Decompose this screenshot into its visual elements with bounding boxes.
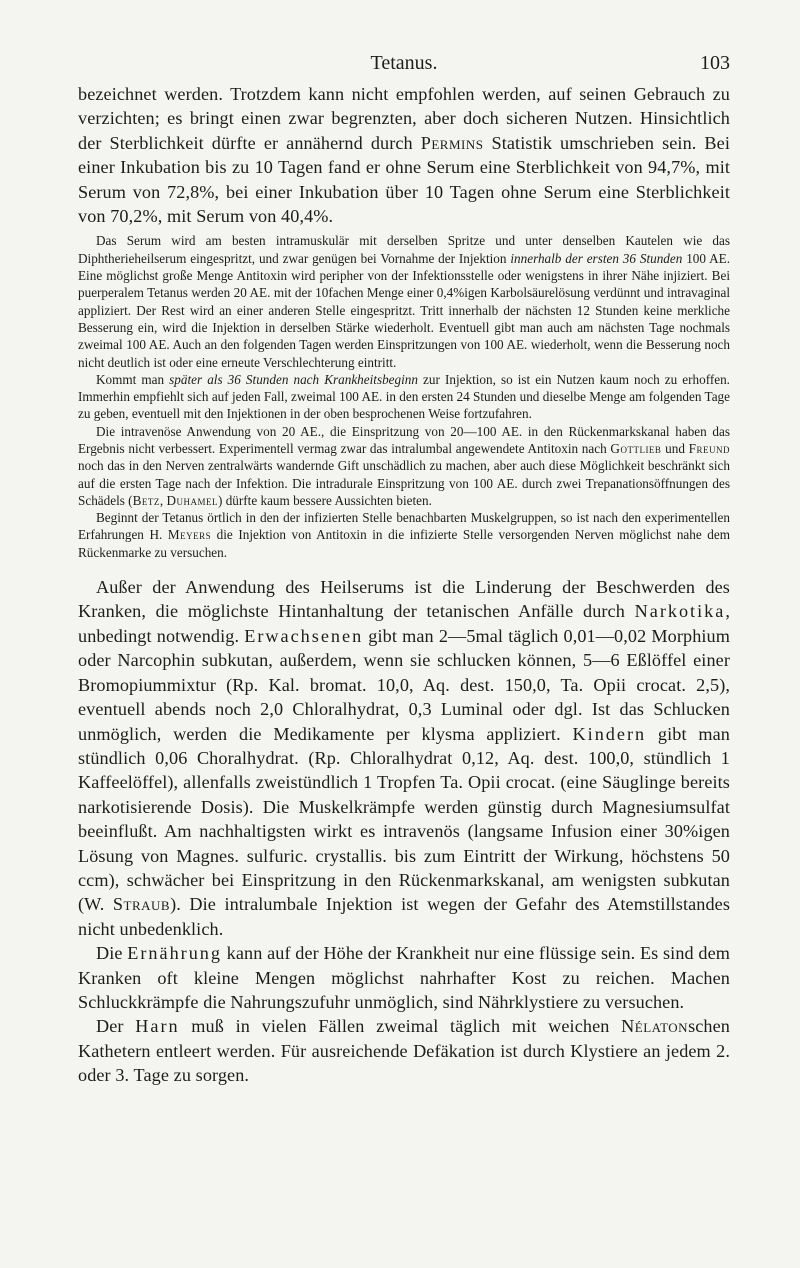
spaced-term: Ernährung <box>127 943 222 964</box>
author-name: Permins <box>420 132 484 153</box>
emphasis: später als 36 Stunden nach Krankheitsbeginn <box>169 371 418 387</box>
main-text-section <box>78 575 730 1088</box>
paragraph-urine: Der Harn muß in vielen Fällen zweimal täglich mit weichen Nélatonschen Kathetern entleert werden. Für ausreichende Defäkation ist durch Klystiere an jedem 2. oder 3. Tage zu sorgen. <box>78 1016 730 1086</box>
author-name: Meyers <box>167 527 212 543</box>
spaced-term: Erwachsenen <box>244 625 364 646</box>
spaced-term: Narkotika <box>634 601 726 622</box>
paragraph-local-tetanus: Beginnt der Tetanus örtlich in den der infizierten Stelle benachbarten Muskelgruppen, so ist nach den experimentellen Erfahrungen H. Meyers die Injektion von Antitoxin in die infizierte Stelle versorgenden Nerven möglichst nahe dem Rückenmarke zu versuchen. <box>78 510 730 560</box>
spaced-term: Kindern <box>572 723 647 744</box>
author-name: Gottlieb <box>610 441 662 456</box>
author-name: Duhamel <box>166 492 218 508</box>
paragraph-serum-administration: Das Serum wird am besten intramuskulär mit derselben Spritze und unter denselben Kautelen wie das Diphtherieheilserum eingespritzt, und zwar genügen bei Vornahme der Injektion innerhalb der ersten 36 Stunden 100 AE. Eine möglichst große Menge Antitoxin wird peripher von der Infektionsstelle oder wenigstens in ihrer Nähe injiziert. Bei puerperalem Tetanus werden 20 AE. mit der 10fachen Menge einer 0,4%igen Karbolsäurelösung verdünnt und intravaginal appliziert. Der Rest wird an einer anderen Stelle eingespritzt. Tritt innerhalb der nächsten 12 Stunden keine merkliche Besserung ein, wird die Injektion in derselben Stärke wiederholt. Eventuell gibt man auch am nächsten Tage nochmals zweimal 100 AE. Auch an den folgenden Tagen werden Einspritzungen von 100 AE. wiederholt, wenn die Besserung noch nicht deutlich ist oder eine erneute Verschlechterung eintritt. <box>78 233 730 370</box>
paragraph-narcotics: Außer der Anwendung des Heilserums ist die Linderung der Beschwerden des Kranken, die möglichste Hintanhaltung der tetanischen Anfälle durch Narkotika, unbedingt notwendig. Erwachsenen gibt man 2—5mal täglich 0,01—0,02 Morphium oder Narcophin subkutan, außerdem, wenn sie schlucken können, 5—6 Eßlöffel einer Bromopiummixtur (Rp. Kal. bromat. 10,0, Aq. dest. 150,0, Ta. Opii crocat. 2,5), eventuell abends noch 2,0 Chloralhydrat, 0,3 Luminal oder dgl. Ist das Schlucken unmöglich, werden die Medikamente per klysma appliziert. Kindern gibt man stündlich 0,06 Choralhydrat. (Rp. Chloralhydrat 0,12, Aq. dest. 100,0, stündlich 1 Kaffeelöffel), allenfalls zweistündlich 1 Tropfen Ta. Opii crocat. (eine Säuglinge bereits narkotisierende Dosis). Die Muskelkrämpfe werden günstig durch Magnesiumsulfat beeinflußt. Am nachhaltigsten wirkt es intravenös (langsame Infusion einer 30%igen Lösung von Magnes. sulfuric. crystallis. bis zum Eintritt der Wirkung, höchstens 50 ccm), schwächer bei Einspritzung in den Rückenmarkskanal, am wenigsten subkutan (W. Straub). Die intralumbale Injektion ist wegen der Gefahr des Atemstillstandes nicht unbedenklich. <box>78 577 731 939</box>
book-page <box>78 52 730 1088</box>
emphasis: innerhalb der ersten 36 Stunden <box>510 250 683 266</box>
paragraph-nutrition: Die Ernährung kann auf der Höhe der Krankheit nur eine flüssige sein. Es sind dem Kranken oft kleine Mengen möglichst nahrhafter Kost zu reichen. Machen Schluckkrämpfe die Nahrungszufuhr unmöglich, sind Nährklystiere zu versuchen. <box>78 943 731 1012</box>
running-header <box>78 52 730 82</box>
author-name: Freund <box>688 441 730 456</box>
small-print-section <box>78 232 730 561</box>
author-name: Nélaton <box>621 1016 689 1037</box>
author-name: Straub <box>112 894 171 915</box>
paragraph-serum-statistics: bezeichnet werden. Trotzdem kann nicht empfohlen werden, auf seinen Gebrauch zu verzichten; es bringt einen zwar begrenzten, aber doch sicheren Nutzen. Hinsichtlich der Sterblichkeit dürfte er annähernd durch Permins Statistik umschrieben sein. Bei einer Inkubation bis zu 10 Tagen fand er ohne Serum eine Sterblichkeit von 94,7%, mit Serum von 72,8%, bei einer Inkubation über 10 Tagen ohne Serum eine Sterblichkeit von 70,2%, mit Serum von 40,4%. <box>78 84 730 227</box>
paragraph-late-injection: Kommt man später als 36 Stunden nach Krankheitsbeginn zur Injektion, so ist ein Nutzen kaum noch zu erhoffen. Immerhin empfiehlt sich auf jeden Fall, zweimal 100 AE. in den ersten 24 Stunden und dieselbe Menge am folgenden Tage zu geben, eventuell mit den Injektionen in der oben besprochenen Weise fortzufahren. <box>78 371 730 422</box>
author-name: Betz <box>132 492 160 508</box>
page-number: 103 <box>700 52 730 74</box>
paragraph-intravenous: Die intravenöse Anwendung von 20 AE., die Einspritzung von 20—100 AE. in den Rückenmarkskanal haben das Ergebnis nicht verbessert. Experimentell vermag zwar das intralumbal angewendete Antitoxin nach Gottlieb und Freund noch das in den Nerven zentralwärts wandernde Gift unschädlich zu machen, aber auch diese Möglichkeit beschränkt sich auf die ersten Tage nach der Infektion. Die intradurale Einspritzung von 100 AE. durch zwei Trepanationsöffnungen des Schädels (Betz, Duhamel) dürfte kaum bessere Aussichten bieten. <box>78 423 730 508</box>
running-title: Tetanus. <box>370 52 438 74</box>
spaced-term: Harn <box>135 1016 180 1037</box>
